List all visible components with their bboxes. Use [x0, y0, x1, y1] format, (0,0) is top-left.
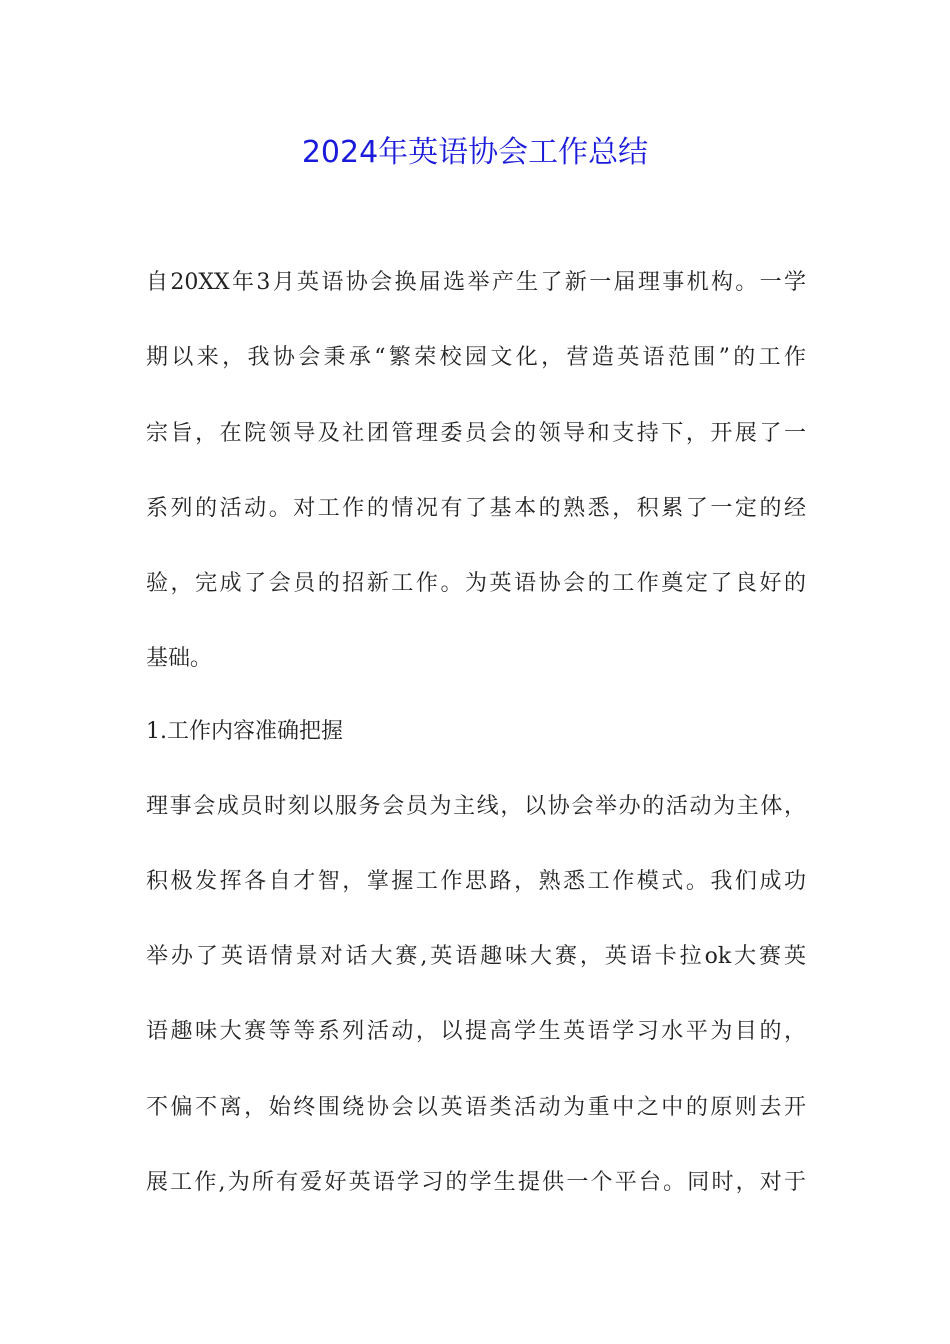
paragraph-line: 基础。 — [146, 646, 213, 671]
paragraph-line: 语趣味大赛等等系列活动，以提高学生英语学习水平为目的， — [146, 1019, 806, 1044]
paragraph-line: 验，完成了会员的招新工作。为英语协会的工作奠定了良好的 — [146, 571, 806, 596]
paragraph-line: 自20XX年3月英语协会换届选举产生了新一届理事机构。一学 — [146, 270, 806, 295]
paragraph-line: 期以来，我协会秉承“繁荣校园文化，营造英语范围”的工作 — [146, 345, 806, 370]
paragraph-line: 举办了英语情景对话大赛,英语趣味大赛，英语卡拉ok大赛英 — [146, 944, 806, 969]
paragraph-line: 宗旨，在院领导及社团管理委员会的领导和支持下，开展了一 — [146, 421, 806, 446]
paragraph-line: 理事会成员时刻以服务会员为主线，以协会举办的活动为主体， — [146, 794, 806, 819]
document-title: 2024年英语协会工作总结 — [301, 135, 649, 170]
paragraph-line: 展工作,为所有爱好英语学习的学生提供一个平台。同时，对于 — [146, 1170, 806, 1195]
paragraph-line: 不偏不离，始终围绕协会以英语类活动为重中之中的原则去开 — [146, 1095, 806, 1120]
section-heading: 1.工作内容准确把握 — [146, 719, 343, 744]
paragraph-line: 系列的活动。对工作的情况有了基本的熟悉，积累了一定的经 — [146, 496, 806, 521]
paragraph-line: 积极发挥各自才智，掌握工作思路，熟悉工作模式。我们成功 — [146, 869, 806, 894]
